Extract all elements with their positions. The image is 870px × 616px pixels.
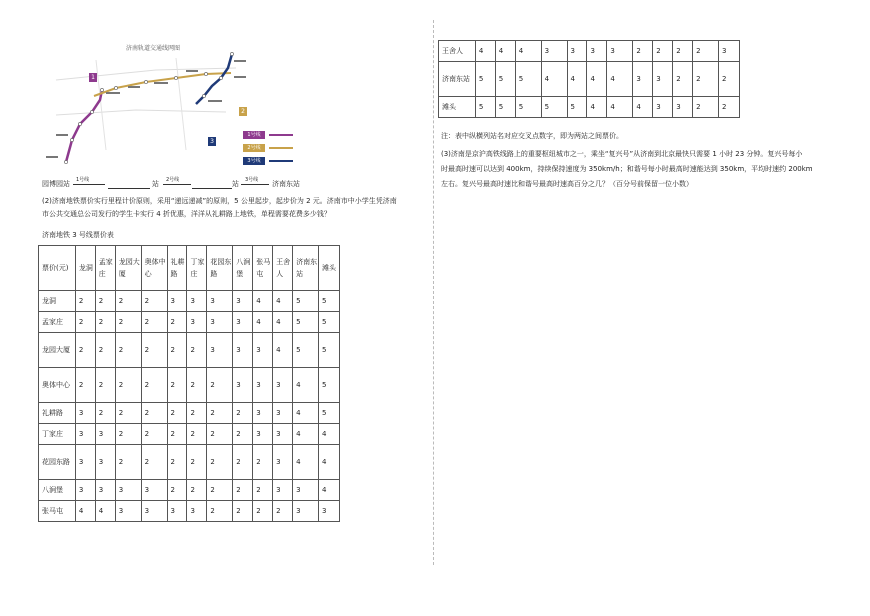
station-dot — [64, 160, 67, 163]
fare-cell: 2 — [167, 403, 187, 424]
fare-cell: 4 — [607, 62, 633, 97]
fare-cell: 3 — [95, 445, 115, 480]
legend-item-line-2 — [243, 141, 293, 154]
fare-cell: 4 — [273, 312, 293, 333]
station-dot — [90, 110, 93, 113]
fare-cell: 3 — [95, 480, 115, 501]
fare-cell: 2 — [673, 62, 693, 97]
column-header: 礼耕路 — [167, 246, 187, 291]
row-header: 花园东路 — [39, 445, 76, 480]
fare-cell: 2 — [115, 291, 141, 312]
fare-cell: 2 — [75, 333, 95, 368]
column-header: 张马屯 — [253, 246, 273, 291]
line-3-path — [196, 54, 232, 104]
table-row — [39, 403, 340, 424]
fare-cell: 3 — [75, 424, 95, 445]
fare-cell: 4 — [293, 368, 319, 403]
fare-cell: 4 — [318, 480, 339, 501]
fare-cell: 2 — [187, 333, 207, 368]
fare-cell: 3 — [207, 312, 233, 333]
fare-cell: 3 — [253, 424, 273, 445]
legend-item-line-3 — [243, 154, 293, 167]
fare-cell: 2 — [115, 312, 141, 333]
table-row — [39, 445, 340, 480]
fare-cell: 5 — [318, 291, 339, 312]
route-arrow-line-1: 1号线 — [76, 177, 90, 183]
fare-cell: 2 — [233, 424, 253, 445]
fare-cell: 3 — [187, 501, 207, 522]
fare-cell: 4 — [293, 424, 319, 445]
question-3-line-3: 左右。复兴号最高时速比和谐号最高时速高百分之几？（百分号前保留一位小数） — [441, 180, 693, 188]
fare-cell: 4 — [253, 291, 273, 312]
fare-cell: 5 — [475, 97, 495, 118]
station-dot — [230, 52, 233, 55]
route-end: 济南东站 — [272, 180, 300, 188]
column-header: 王舍人 — [273, 246, 293, 291]
fare-cell: 3 — [273, 368, 293, 403]
fare-cell: 3 — [75, 445, 95, 480]
fare-cell: 2 — [233, 480, 253, 501]
fare-cell: 2 — [75, 368, 95, 403]
fare-cell: 4 — [587, 97, 607, 118]
route-blank-1[interactable] — [108, 179, 150, 189]
column-header: 济南东站 — [293, 246, 319, 291]
fare-cell: 2 — [115, 424, 141, 445]
fare-cell: 3 — [293, 480, 319, 501]
fare-cell: 4 — [75, 501, 95, 522]
column-header: 票价(元) — [39, 246, 76, 291]
arrow-line — [73, 184, 105, 185]
fare-cell: 4 — [318, 424, 339, 445]
station-dot — [219, 76, 222, 79]
fare-cell: 3 — [167, 501, 187, 522]
column-header: 八涧堡 — [233, 246, 253, 291]
arrow-line — [241, 184, 269, 185]
fare-cell: 2 — [115, 333, 141, 368]
fare-cell: 2 — [693, 97, 719, 118]
fare-cell: 2 — [719, 97, 740, 118]
fare-cell: 2 — [95, 291, 115, 312]
fare-cell: 3 — [607, 41, 633, 62]
column-header: 龙园大厦 — [115, 246, 141, 291]
row-header: 龙园大厦 — [39, 333, 76, 368]
table-row — [439, 97, 740, 118]
line-1-path — [66, 90, 102, 162]
fare-cell: 3 — [207, 333, 233, 368]
fare-cell: 5 — [293, 333, 319, 368]
fare-cell: 2 — [141, 424, 167, 445]
fare-cell: 2 — [167, 480, 187, 501]
table-row — [39, 291, 340, 312]
fare-cell: 2 — [633, 41, 653, 62]
line-1-badge: 1 — [89, 73, 97, 82]
fare-cell: 2 — [207, 445, 233, 480]
row-header: 滩头 — [439, 97, 476, 118]
fare-cell: 2 — [207, 368, 233, 403]
legend-label: 1号线 — [243, 131, 265, 139]
table-note: 注：表中纵横列站名对应交叉点数字，即为两站之间票价。 — [441, 132, 623, 140]
fare-cell: 5 — [515, 62, 541, 97]
fare-cell: 2 — [167, 445, 187, 480]
fare-cell: 4 — [95, 501, 115, 522]
fare-cell: 2 — [167, 312, 187, 333]
station-dot — [144, 80, 147, 83]
fare-cell: 2 — [719, 62, 740, 97]
table-row — [39, 368, 340, 403]
fare-table-right — [438, 40, 740, 118]
fare-cell: 3 — [233, 291, 253, 312]
legend-swatch — [269, 134, 293, 136]
fare-cell: 3 — [233, 333, 253, 368]
fare-cell: 3 — [587, 41, 607, 62]
fare-cell: 2 — [75, 291, 95, 312]
station-dot — [204, 72, 207, 75]
fare-cell: 2 — [653, 41, 673, 62]
fare-cell: 2 — [253, 480, 273, 501]
fare-cell: 3 — [115, 480, 141, 501]
fare-cell: 4 — [293, 445, 319, 480]
table-row — [439, 62, 740, 97]
fare-table-left — [38, 245, 340, 522]
fare-cell: 2 — [207, 480, 233, 501]
fare-cell: 2 — [141, 403, 167, 424]
fare-cell: 3 — [273, 424, 293, 445]
fare-cell: 4 — [253, 312, 273, 333]
table-row — [39, 333, 340, 368]
fare-cell: 4 — [495, 41, 515, 62]
fare-cell: 2 — [141, 312, 167, 333]
question-2-line-1: (2)济南地铁票价实行里程计价原则，采用“递远递减”的原则，5 公里起步，起步价为 2 元。济南市中小学生凭济南 — [42, 197, 397, 205]
fare-cell: 2 — [141, 291, 167, 312]
route-arrow-line-3: 3号线 — [245, 177, 259, 183]
fare-cell: 2 — [693, 41, 719, 62]
column-header: 龙洞 — [75, 246, 95, 291]
fare-cell: 2 — [273, 501, 293, 522]
column-header: 丁家庄 — [187, 246, 207, 291]
column-header: 花园东路 — [207, 246, 233, 291]
legend-item-line-1 — [243, 128, 293, 141]
table-row — [39, 501, 340, 522]
fare-cell: 3 — [253, 368, 273, 403]
fare-cell: 5 — [541, 97, 567, 118]
fare-cell: 5 — [318, 368, 339, 403]
fare-cell: 3 — [567, 41, 587, 62]
fare-cell: 2 — [187, 368, 207, 403]
metro-map — [36, 40, 296, 175]
table-row — [439, 41, 740, 62]
row-header: 张马屯 — [39, 501, 76, 522]
fare-cell: 2 — [673, 41, 693, 62]
row-header: 八涧堡 — [39, 480, 76, 501]
fare-cell: 3 — [187, 312, 207, 333]
arrow-line — [163, 184, 191, 185]
fare-cell: 3 — [653, 62, 673, 97]
map-legend — [243, 128, 293, 167]
fare-cell: 2 — [167, 368, 187, 403]
fare-cell: 5 — [495, 62, 515, 97]
row-header: 龙洞 — [39, 291, 76, 312]
route-arrow-line-2: 2号线 — [166, 177, 180, 183]
route-mid-2: 站 — [232, 180, 239, 188]
station-dot — [78, 122, 81, 125]
line-2-badge: 2 — [239, 107, 247, 116]
fare-cell: 5 — [293, 312, 319, 333]
fare-cell: 4 — [567, 62, 587, 97]
table-row — [39, 312, 340, 333]
fare-cell: 2 — [167, 333, 187, 368]
fare-cell: 3 — [233, 312, 253, 333]
row-header: 孟家庄 — [39, 312, 76, 333]
fare-cell: 5 — [318, 403, 339, 424]
legend-swatch — [269, 147, 293, 149]
column-header: 孟家庄 — [95, 246, 115, 291]
question-3 — [441, 147, 861, 192]
fare-cell: 3 — [293, 501, 319, 522]
fare-cell: 2 — [187, 403, 207, 424]
fare-cell: 4 — [541, 62, 567, 97]
fare-cell: 3 — [115, 501, 141, 522]
fare-cell: 2 — [141, 333, 167, 368]
fare-cell: 4 — [515, 41, 541, 62]
fare-cell: 3 — [141, 501, 167, 522]
row-header: 王舍人 — [439, 41, 476, 62]
column-divider — [433, 20, 434, 565]
fare-cell: 4 — [273, 291, 293, 312]
station-dot — [114, 86, 117, 89]
route-blank-2[interactable] — [192, 179, 232, 189]
fare-cell: 2 — [187, 480, 207, 501]
legend-swatch — [269, 160, 293, 162]
question-3-line-2: 时最高时速可以达到 400km，持续保持速度为 350km/h；和谐号每小时最高时速能达到 350km，平均时速约 200km — [441, 165, 813, 173]
question-3-line-1: (3)济南是京沪高铁线路上的重要枢纽城市之一，乘坐“复兴号”从济南到北京最快只需要 1 小时 23 分钟。复兴号每小 — [441, 150, 803, 158]
fare-cell: 2 — [141, 368, 167, 403]
fare-cell: 2 — [115, 403, 141, 424]
column-header: 滩头 — [318, 246, 339, 291]
fare-cell: 3 — [95, 424, 115, 445]
fare-cell: 3 — [633, 62, 653, 97]
fare-cell: 2 — [95, 403, 115, 424]
fare-cell: 5 — [495, 97, 515, 118]
fare-cell: 2 — [253, 445, 273, 480]
fare-cell: 3 — [273, 403, 293, 424]
fare-cell: 4 — [587, 62, 607, 97]
table-caption: 济南地铁 3 号线票价表 — [42, 231, 114, 239]
fare-cell: 2 — [233, 501, 253, 522]
fare-cell: 4 — [273, 333, 293, 368]
fare-cell: 3 — [273, 480, 293, 501]
fare-cell: 3 — [318, 501, 339, 522]
route-fill-in — [42, 179, 382, 191]
fare-cell: 2 — [187, 424, 207, 445]
station-dot — [100, 88, 103, 91]
fare-cell: 2 — [253, 501, 273, 522]
station-dot — [174, 76, 177, 79]
fare-cell: 3 — [541, 41, 567, 62]
fare-cell: 3 — [673, 97, 693, 118]
station-dot — [202, 94, 205, 97]
fare-cell: 2 — [207, 424, 233, 445]
fare-cell: 3 — [207, 291, 233, 312]
fare-cell: 2 — [75, 312, 95, 333]
fare-cell: 5 — [475, 62, 495, 97]
fare-cell: 4 — [293, 403, 319, 424]
legend-label: 3号线 — [243, 157, 265, 165]
fare-cell: 4 — [607, 97, 633, 118]
fare-cell: 3 — [75, 480, 95, 501]
fare-cell: 2 — [141, 445, 167, 480]
fare-cell: 5 — [567, 97, 587, 118]
question-2 — [42, 195, 427, 221]
fare-cell: 3 — [233, 368, 253, 403]
column-header: 奥体中心 — [141, 246, 167, 291]
fare-cell: 5 — [293, 291, 319, 312]
fare-cell: 2 — [115, 445, 141, 480]
route-mid-1: 站 — [152, 180, 159, 188]
fare-cell: 5 — [318, 312, 339, 333]
row-header: 丁家庄 — [39, 424, 76, 445]
row-header: 礼耕路 — [39, 403, 76, 424]
fare-cell: 2 — [95, 312, 115, 333]
row-header: 济南东站 — [439, 62, 476, 97]
fare-cell: 2 — [207, 501, 233, 522]
fare-cell: 5 — [515, 97, 541, 118]
fare-cell: 4 — [475, 41, 495, 62]
fare-cell: 2 — [207, 403, 233, 424]
fare-cell: 2 — [95, 333, 115, 368]
table-row — [39, 480, 340, 501]
fare-cell: 3 — [719, 41, 740, 62]
fare-cell: 2 — [167, 424, 187, 445]
fare-cell: 2 — [187, 445, 207, 480]
fare-cell: 2 — [233, 445, 253, 480]
fare-cell: 3 — [253, 333, 273, 368]
fare-cell: 3 — [273, 445, 293, 480]
question-2-line-2: 市公共交通总公司发行的学生卡实行 4 折优惠，洋洋从礼耕路上地铁，单程需要花费多少钱？ — [42, 210, 331, 218]
fare-cell: 4 — [633, 97, 653, 118]
fare-cell: 2 — [233, 403, 253, 424]
fare-cell: 3 — [167, 291, 187, 312]
row-header: 奥体中心 — [39, 368, 76, 403]
fare-cell: 3 — [187, 291, 207, 312]
fare-cell: 2 — [95, 368, 115, 403]
fare-cell: 3 — [141, 480, 167, 501]
table-header-row — [39, 246, 340, 291]
fare-cell: 3 — [75, 403, 95, 424]
fare-cell: 5 — [318, 333, 339, 368]
legend-label: 2号线 — [243, 144, 265, 152]
fare-cell: 3 — [653, 97, 673, 118]
route-start: 园博园站 — [42, 180, 70, 188]
fare-cell: 3 — [253, 403, 273, 424]
map-title: 济南轨道交通线网图 — [126, 45, 181, 52]
fare-cell: 4 — [318, 445, 339, 480]
fare-cell: 2 — [115, 368, 141, 403]
fare-cell: 2 — [693, 62, 719, 97]
table-row — [39, 424, 340, 445]
line-3-badge: 3 — [208, 137, 216, 146]
station-dot — [70, 138, 73, 141]
